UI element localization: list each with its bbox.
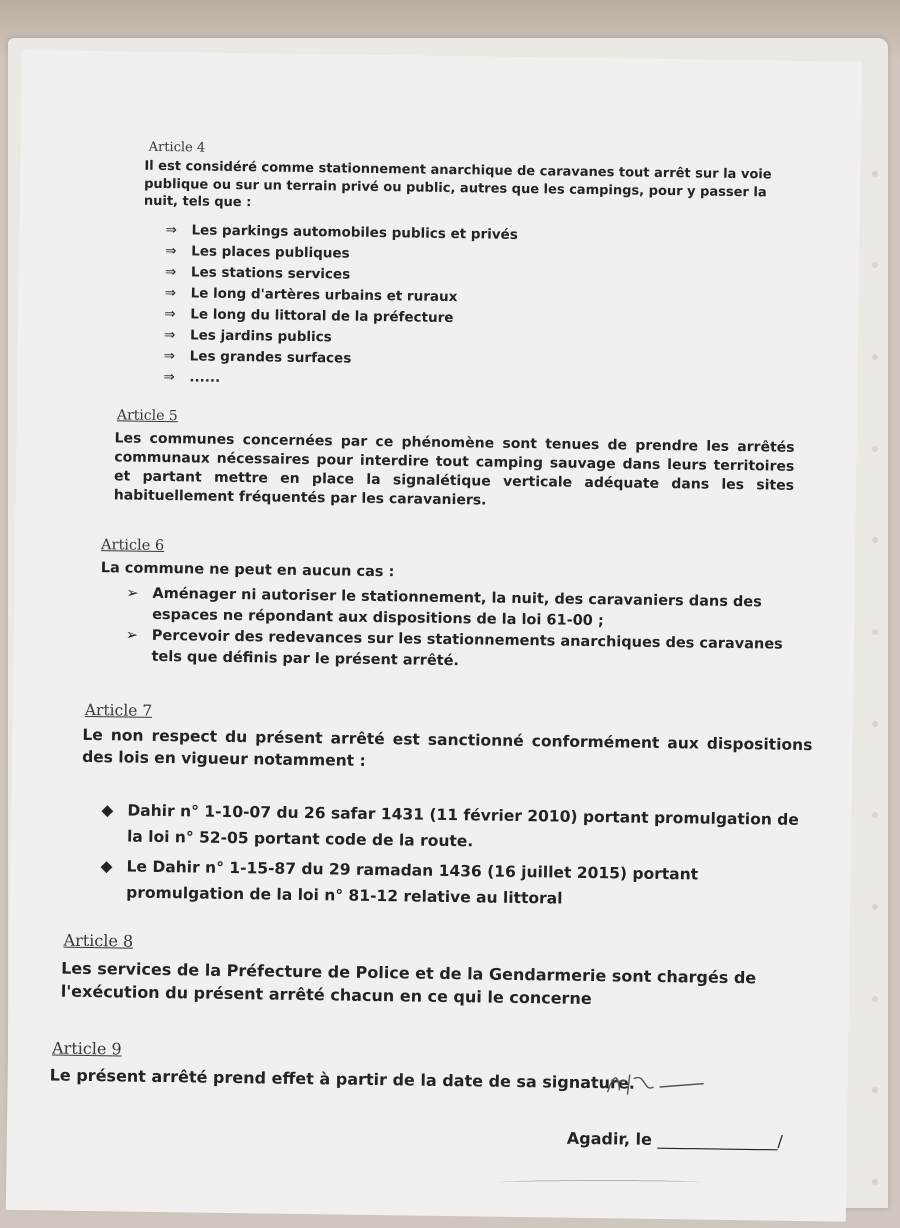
- article-5-text: Les communes concernées par ce phénomène sont tenues de prendre les arrêtés communaux nécessaires pour interdire tout camping sauvage dans leurs territoires et partant mettre en place la signalétique verticale adéquate dans les sites habituellement fréquentés par les caravaniers.: [113, 430, 795, 509]
- article-4-title: Article 4: [148, 139, 206, 156]
- date-blank: _______________/: [657, 1129, 784, 1151]
- place-date-line: [567, 1128, 783, 1152]
- article-7-title: Article 7: [84, 700, 153, 720]
- article-7-list-item-text: Le Dahir n° 1-15-87 du 29 ramadan 1436 (16 juillet 2015) portant promulgation de la loi n° 81-12 relative au littoral: [126, 857, 699, 908]
- article-6-list-item-text: Aménager ni autoriser le stationnement, la nuit, des caravaniers dans des espaces ne répondant aux dispositions de la loi 61-00 ;: [152, 585, 762, 630]
- article-4-list-item-text: Les jardins publics: [189, 327, 332, 346]
- sleeve-punch-holes: [868, 128, 882, 1228]
- article-4-list-bullet: ⇒: [163, 369, 175, 386]
- article-4-list-item-text: Les grandes surfaces: [189, 348, 352, 367]
- article-6-intro: La commune ne peut en aucun cas :: [100, 560, 395, 581]
- article-4-list-bullet: ⇒: [163, 348, 176, 365]
- article-6-list: [125, 584, 796, 677]
- article-8-text: Les services de la Préfecture de Police et de la Gendarmerie sont chargés de l'exécution du présent arrêté chacun en ce qui le concerne: [60, 958, 757, 1009]
- article-6-list-bullet: ➢: [125, 627, 139, 644]
- article-4-intro: Il est considéré comme stationnement anarchique de caravanes tout arrêt sur la voie publique ou sur un terrain privé ou public, autres que les campings, pour y passer la nuit, tels que :: [143, 158, 772, 211]
- article-7-list-bullet: ◆: [101, 801, 114, 820]
- article-4-list-item-text: Le long d'artères urbains et ruraux: [190, 285, 458, 306]
- document-page: [6, 50, 862, 1222]
- article-9-title: Article 9: [51, 1038, 122, 1059]
- article-4-list-bullet: ⇒: [164, 264, 177, 281]
- page-fold-line: [500, 1180, 700, 1185]
- article-4-list-item-text: ......: [189, 369, 221, 386]
- article-5-title: Article 5: [116, 407, 178, 425]
- article-4-list-bullet: ⇒: [164, 306, 176, 323]
- article-7-list: [100, 797, 813, 919]
- article-4-list-bullet: ⇒: [165, 243, 177, 260]
- article-7-intro: Le non respect du présent arrêté est sanctionné conformément aux dispositions des lois en vigueur notamment :: [82, 725, 813, 770]
- article-4-list: [163, 220, 518, 393]
- signature-initials: [603, 1068, 713, 1100]
- article-4-list-item-text: Les stations services: [190, 264, 351, 283]
- article-4-list-bullet: ⇒: [165, 222, 177, 239]
- article-6-list-item-text: Percevoir des redevances sur les stationnements anarchiques des caravanes tels que définis par le présent arrêté.: [151, 627, 783, 670]
- article-4-list-item-text: Les parkings automobiles publics et privés: [191, 222, 518, 243]
- article-8-title: Article 8: [63, 930, 134, 951]
- article-4-list-bullet: ⇒: [163, 327, 176, 344]
- article-4-list-item: [163, 367, 516, 393]
- article-7-list-item-text: Dahir n° 1-10-07 du 26 safar 1431 (11 février 2010) portant promulgation de la loi n° 52-05 portant code de la route.: [126, 801, 799, 851]
- article-7-list-item: [101, 797, 814, 859]
- article-4-list-item-text: Les places publiques: [191, 243, 350, 262]
- article-6-title: Article 6: [100, 537, 165, 555]
- article-7-list-bullet: ◆: [100, 857, 113, 876]
- article-7-list-item: [100, 853, 813, 915]
- place-label: Agadir, le: [566, 1128, 653, 1149]
- article-4-list-item-text: Le long du littoral de la préfecture: [190, 306, 454, 327]
- article-6-list-bullet: ➢: [126, 585, 139, 602]
- article-9-text: Le présent arrêté prend effet à partir de la date de sa signature.: [49, 1065, 635, 1093]
- article-6-list-item: [125, 626, 796, 677]
- article-4-list-bullet: ⇒: [164, 285, 177, 302]
